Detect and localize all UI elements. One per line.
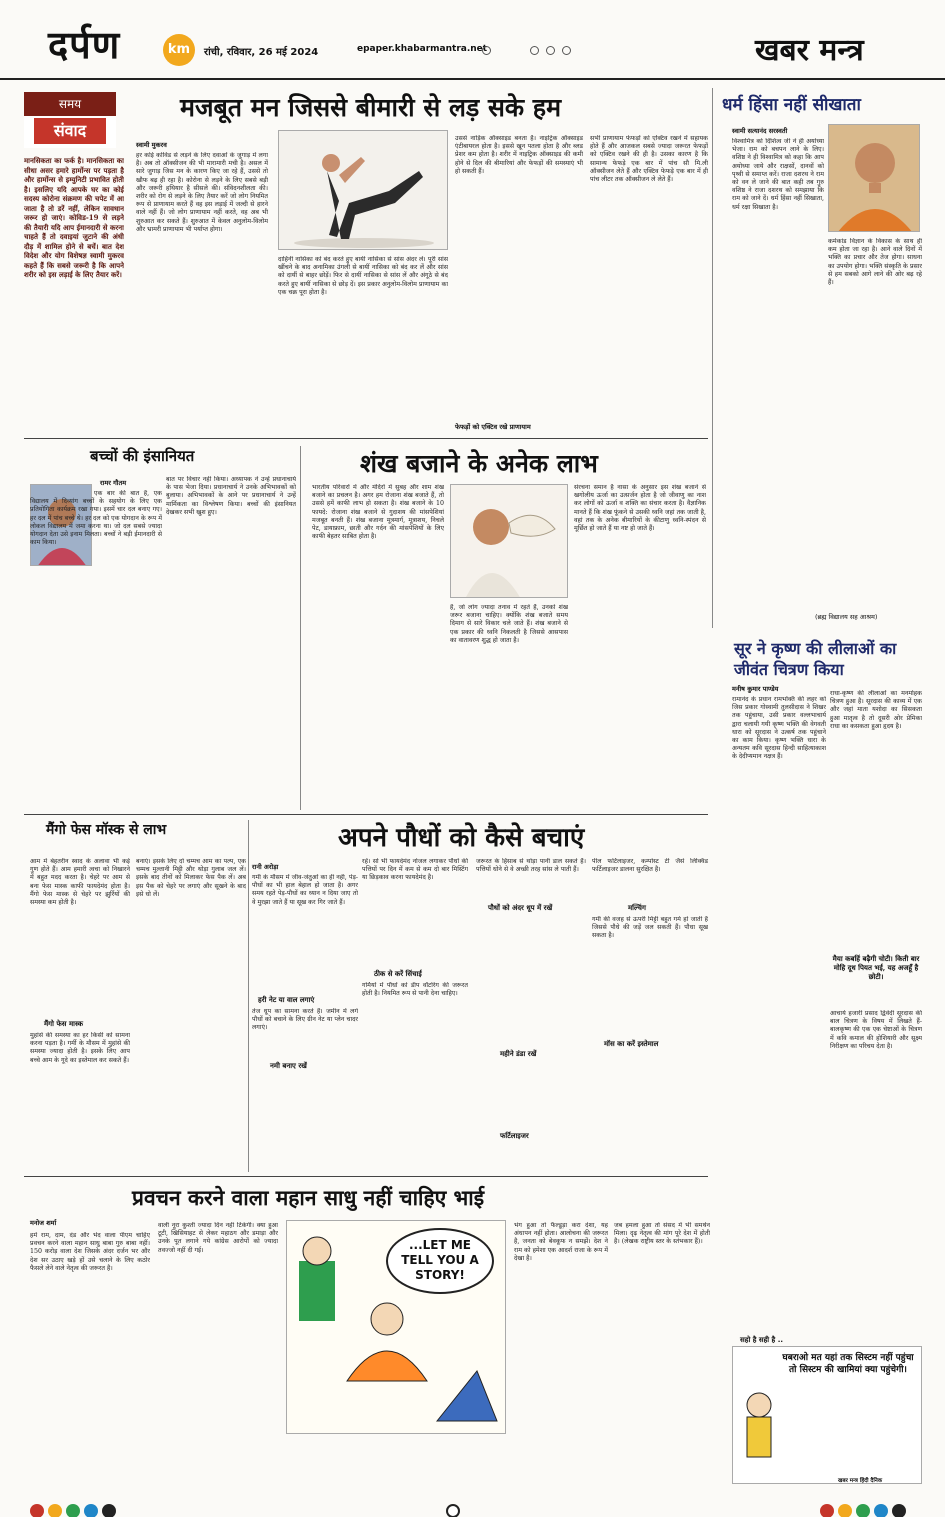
twitter-icon: [546, 46, 555, 55]
thought-text: घबराओ मत यहां तक सिस्टम नहीं पहुंचा तो सिस्टम की खामियां क्या पहुंचेगी।: [782, 1353, 914, 1375]
plants-col-1b: तेज धूप का सामना करते हैं। जमीन में लगे पौधों को बचाने के लिए ग्रीन नेट या प्लेन चादर लगाएं।: [252, 1008, 358, 1032]
column-divider: [712, 88, 713, 628]
youtube-icon: [562, 46, 571, 55]
main-photo-caption: फेफड़ों को एक्टिव रखे प्राणायाम: [455, 423, 531, 431]
mango-col-1: आम में बेहतरीन स्वाद के अलावा भी कई गुण होते हैं। आम हमारी त्वचा को निखारने में बहुत मदद करता है। चेहरे पर आम से बना फेस मास्क काफी फायदेमंद होता है। मैंगो फेस मास्क से चेहरे पर झुर्रियों की समस्या कम होती है।: [30, 858, 130, 907]
color-dot: [84, 1504, 98, 1517]
section-divider: [24, 1176, 708, 1177]
plants-col-4: पील फर्टिलाइजर, कम्पोस्ट टी जैसे लिक्विड फर्टिलाइजर डालना सुरक्षित है।: [592, 858, 708, 874]
sadhu-headline: प्रवचन करने वाला महान साधु नहीं चाहिए भाई: [132, 1185, 485, 1210]
color-dot: [102, 1504, 116, 1517]
column-divider: [300, 446, 301, 810]
shankh-col-1: भारतीय परिवारों में और मंदिरों में सुबह और शाम शंख बजाने का प्रचलन है। अगर हम रोजाना शंख बजाते हैं, तो उससे हमें काफी लाभ हो सकता है। शंख बजाने के 10 फायदे: रोजाना शंख बजाने से गुदाशय की मांसपेशियां मजबूत बनती हैं। शंख बजाना मूत्रमार्ग, मूत्राशय, निचले पेट, डायाफ्राम, छाती और गर्दन की मांसपेशियों के लिए काफी बेहतर साबित होता है।: [312, 484, 444, 541]
kids-col-1: एक बार की बात है, एक विद्यालय में दिव्यांग बच्चों के सहयोग के लिए एक प्रतियोगिता कार्यक्रम रखा गया। इसमें चार दल बनाए गए। हर दल में पांच बच्चे थे। हर दल को एक योगदान के रूप में लोकल विद्यालय में जमा करना था। जो दल सबसे ज्यादा योगदान देता उसे इनाम मिलता। बच्चों ने बड़ी ईमानदारी से काम किया।: [30, 490, 162, 547]
surdas-col-1: रामानंद के प्रधान रामभक्ति की लहर को जिस प्रकार गोस्वामी तुलसीदास ने शिखर तक पहुंचाया, उसी प्रकार वल्लभाचार्य द्वारा चलायी गयी कृष्ण भक्ति की वेगवती धारा को सूरदास ने उत्कर्ष तक पहुंचाने का काम किया। कृष्ण भक्ति धारा के अन्यतम कवि सूरदास हिन्दी साहित्याकाश के देदीप्यमान नक्षत्र हैं।: [732, 696, 826, 761]
side-headline-dharm: धर्म हिंसा नहीं सीखाता: [722, 95, 861, 115]
color-dot: [48, 1504, 62, 1517]
shankh-col-2: है, जो लोग ज्यादा तनाव में रहते हैं, उनको शंख जरूर बजाना चाहिए। क्योंकि शंख बजाते समय दिमाग से सारे विकार चले जाते हैं। शंख बजाने से एक प्रकार की ध्वनि निकलती है जिससे आसपास का वातावरण शुद्ध हो जाता है।: [450, 604, 568, 644]
section-tag-bottom: संवाद: [34, 118, 106, 144]
sadhu-col-2: वाली नूरा कुश्ती ज्यादा दिन नहीं टिकेगी। क्या हुआ टूटी, खिसियाहट से लेकर महाठग और डमाड़ा और उनके पूत लगाने गये कांग्रेस आरोपों को ज्यादा तवज्जो नहीं दी गई।: [158, 1222, 278, 1254]
plants-subhead-3: ठीक से करें सिंचाई: [374, 970, 422, 978]
surdas-quote: मैया कबहिं बढ़ैगी चोटी। किती बार मोहि दूध पियत भई, यह अजहूँ है छोटी।: [832, 954, 920, 981]
plants-col-2b: गर्मियों में पौधों को डीप वॉटरिंग की जरूरत होती है। नियमित रूप से पानी देना चाहिए।: [362, 982, 468, 998]
surdas-headline: सूर ने कृष्ण की लीलाओं का जीवंत चित्रण किया: [734, 639, 897, 679]
yoga-photo: [278, 130, 448, 250]
section-tag-top: समय: [24, 92, 116, 116]
surdas-col-2b: आचार्य हजारी प्रसाद द्विवेदी सूरदास की बाल चित्रण के विषय में लिखते हैं- बालकृष्ण की एक एक चेष्टाओं के चित्रण में कवि कमाल की होशियारी और सूक्ष्म निरीक्षण का परिचय देता है।: [830, 1010, 922, 1050]
main-headline: मजबूत मन जिससे बीमारी से लड़ सके हम: [180, 93, 562, 122]
mango-col-1b: मुहांसे की समस्या का हर किसी को सामना करना पड़ता है। गर्मी के मौसम में मुहांसे की समस्या ज्यादा होती है। इसके लिए आप बच्चे आम के गूदे का इस्तेमाल कर सकते हैं।: [30, 1032, 130, 1064]
color-dot: [838, 1504, 852, 1517]
color-dot: [856, 1504, 870, 1517]
side-byline-dharm: स्वामी सत्यानंद सरस्वती: [732, 127, 788, 135]
plants-subhead-2: नमी बनाए रखें: [270, 1062, 307, 1070]
surdas-byline: मनीष कुमार पाण्डेय: [732, 685, 779, 693]
color-dot: [820, 1504, 834, 1517]
section-divider: [24, 814, 708, 815]
plants-subhead-8: मॉस का करें इस्तेमाल: [604, 1040, 659, 1048]
mango-col-2: बनाएं। इसके लिए दो चम्मच आम का पल्प, एक चम्मच मुल्तानी मिट्टी और थोड़ा गुलाब जल लें। इसके बाद तीनों को मिलाकर फेस पैक लें। अब इस पैक को चेहरे पर लगाएं और सूखने के बाद इसे धो लें।: [136, 858, 246, 898]
column-divider: [248, 820, 249, 1172]
globe-icon: [482, 46, 491, 55]
color-dot: [66, 1504, 80, 1517]
plants-subhead-7: मल्चिंग: [628, 904, 646, 912]
plants-col-1: गर्मी के मौसम में जीव-जंतुओं का ही नहीं, पेड़-पौधों का भी हाल बेहाल हो जाता है। अगर समय रहते पेड़-पौधों का ध्यान न दिया जाए तो वे मुरझा जाते हैं या सूख कर गिर जाते हैं।: [252, 874, 358, 906]
plants-subhead-1: हरी नेट या वाल लगाएं: [258, 996, 315, 1004]
cartoon-speech-text: ...LET ME TELL YOU A STORY!: [401, 1238, 479, 1282]
color-dot: [30, 1504, 44, 1517]
side-dharm-footer: (ब्रह्म विद्यालय सह आश्रम): [815, 613, 878, 621]
side-col-dharm-1: विश्वामित्र को दिशित्व जी ने ही अयोध्या भेजा। राम को बचपन लाने के लिए। वशिष्ठ ने ही विश्वामित्र को कहा कि आप अयोध्या जाये और राक्षसों, दानवों को पृथ्वी से समाप्त करें। राजा दशरथ ने राम को वन ले जाने की बात कही तब गुरु वशिष्ठ ने राजा दशरथ को समझाया कि राम को जाने दें। धर्म हिंसा नहीं सिखाता, धर्म रक्षा सिखाता है।: [732, 138, 824, 211]
kids-headline: बच्चों की इंसानियत: [90, 447, 195, 465]
thought-label: सहो है सही है ..: [740, 1336, 784, 1344]
main-col-3: उससे नाड़िक ऑक्साइड बनता है। नाइट्रिक ऑक्साइड एंटीबायरल होता है। इससे खून पतला होता है और ब्लड प्रेशर कम होता है। शरीर में नाइट्रिक ऑक्साइड की कमी होने से दिल की बीमारियां और फेफड़ों की समस्याएं भी हो सकती हैं।: [455, 135, 583, 175]
sadhu-col-4: जब हमला हुआ तो संसद में भी समर्थन मिला। दृढ़ नेतृत्व की मांग पूरे देश में होती है। (लेखक राष्ट्रीय स्तर के स्तंभकार हैं)।: [614, 1222, 710, 1246]
main-byline: स्वामी मुकरव: [136, 141, 167, 149]
sadhu-byline: मनोज शर्मा: [30, 1219, 57, 1227]
main-col-1: हर कोई कोविड से लड़ने के लिए दवाओं के जुगाड़ में लगा है। अब तो ऑक्सीजन की भी मारामारी मची है। असल में सारे जुगाड़ जिस मन के कारण किए जा रहे हैं, उससे तो खौफ बढ़ ही रहा है। कोरोना से लड़ने के लिए सबसे बड़ी और जरूरी हथियार है सीसले की। संविदनशीलता की। शरीर को रोग से लड़ने के लिए तैयार करें जो लोग नियमित रूप से प्राणायाम करते हैं वह इस लड़ाई में जल्दी से हारने वाले नहीं हैं। जो लोग प्राणायाम नहीं करते, वह अब भी शुरुआत कर सकते हैं। शुरुआत में केवल अनुलोम-विलोम और भ्रामरी प्राणायाम भी पर्याप्त होगा।: [136, 152, 268, 233]
surdas-col-2: राधा-कृष्ण की लीलाओं का मनमोहक चित्रण हुआ है। सूरदास की काव्य में एक और जहां माता यशोदा का सिसकता हुआ मातृत्व है तो दूसरी ओर प्रेमिका राधा का कसकता हुआ हृदय है।: [830, 690, 922, 730]
plants-col-2: रहें। सो भी फायदेमंद नोजल लगाकर पौधों की पत्तियों पर दिन में कम से कम दो बार मिस्टिंग या छिड़काव करना फायदेमंद है।: [362, 858, 468, 882]
shankh-photo: [450, 484, 568, 598]
thought-credit: खबर मन्त्र हिंदी दैनिक: [838, 1478, 883, 1484]
registration-mark-icon: [446, 1504, 460, 1517]
plants-col-3: जरूरत के हिसाब से थोड़ा पानी डाल सकते हैं। पत्तियों धोने से वे अच्छी तरह सांस ले पाती हैं।: [476, 858, 586, 874]
swami-photo: [828, 124, 920, 232]
plants-headline: अपने पौधों को कैसे बचाएं: [338, 823, 585, 853]
side-col-dharm-2: कर्मकांड विज्ञान के विकास के साथ ही कम होता जा रहा है। आने वाले दिनों में भक्ति का प्रचार और तेज होगा। साधना का उपयोग होगा। भक्ति संस्कृति के प्रसार से हम सबको आगे लाने की ओर बढ़ रहे हैं।: [828, 238, 922, 287]
plants-subhead-4: पौधों को अंदर धूप में रखें: [488, 904, 553, 912]
sadhu-col-3: भंग हुआ तो फैल्डूड़ा करा देशा, यह अंधापन नहीं होता। आलोचना की जरूरत है, जनता को बेवकूफ न समझें। देश ने राम को हमेशा एक आदर्श राजा के रूप में देखा है।: [514, 1222, 608, 1262]
plants-subhead-5: महीने डंडा रखें: [500, 1050, 537, 1058]
plants-subhead-6: फर्टिलाइजर: [500, 1132, 529, 1140]
facebook-icon: [530, 46, 539, 55]
kids-byline: रामर गौतम: [100, 479, 127, 487]
kids-col-2: बात पर विचार नहीं किया। अध्यापक ने उन्हें प्रधानाचार्य के पास भेजा दिया। प्रधानाचार्य ने उनके अभिभावकों को बुलाया। अभिभावकों के आने पर प्रधानाचार्य ने उन्हें मार्मिकता का विश्लेषण किया। बच्चों की इंसानियत देखकर सभी खुश हुए।: [166, 476, 296, 516]
sadhu-col-1: हमें राम, दाम, दंड और भेद वाला पीएम चाहिए प्रवचन करने वाला महान साधु बाबा गुरु बाबा नहीं। 150 करोड़ वाला देश जिसके अंदर दर्जन भर और देश सर उठाए खड़े हों उसे चलाने के लिए कठोर फैसले लेने वाले नेतृत्व की जरूरत है।: [30, 1232, 150, 1272]
epaper-link[interactable]: epaper.khabarmantra.net: [357, 44, 488, 54]
dateline: रांची, रविवार, 26 मई 2024: [204, 47, 319, 58]
intro-note: मानसिकता का फर्क है। मानसिकता का सीधा असर हमारे हार्मोन्स पर पड़ता है और हार्मोन्स से इम्युनिटी प्रभावित होती है। इसलिए यदि आपके घर का कोई सदस्य कोरोना संक्रमण की चपेट में आ जाता है तो डरें नहीं, लेकिन सावधान जरूर हो जाएं। कोविड-19 से लड़ने की तैयारी यदि आप ईमानदारी से करना चाहते हैं तो दवाइयां जुटाने की अंधी दौड़ में शामिल होने से बचें। बात देश विदेश और योग विशेषज्ञ स्वामी मुकरव कहते हैं कि सबसे जरूरी है कि आपने शरीर को इस लड़ाई के लिए तैयार करें।: [24, 156, 124, 279]
mango-subhead: मैंगो फेस मास्क: [44, 1020, 84, 1028]
shankh-col-3: संरचना समान है नासा के अनुसार इस शंख बजाने से खगोलीय ऊर्जा का उत्सर्जन होता है जो जीवाणु का नाश कर लोगों को ऊर्जा व शक्ति का संचार करता है। वैज्ञानिक मानते हैं कि शंख फूंकने से उसकी ध्वनि जहां तक जाती है, वहां तक के अनेक बीमारियों के कीटाणु ध्वनि-स्पंदन से मूर्छित हो जाते हैं या नष्ट हो जाते हैं।: [574, 484, 706, 533]
main-col-2: दाहिनी नासिका को बंद करते हुए बायीं नासिका से सांस अंदर लें। पूरी सांस खींचने के बाद अनामिका उंगली से बायीं नासिका को बंद कर लें और सांस को दायीं से बाहर छोड़ें। फिर से दायीं नासिका से सांस लें और अंगूठे से बंद करते हुए बायीं नासिका से छोड़ दें। इस प्रकार अनुलोम-विलोम प्राणायाम का एक चक्र पूरा होता है।: [278, 256, 448, 296]
brand-name: खबर मन्त्र: [755, 33, 864, 68]
masthead-title: दर्पण: [48, 22, 121, 67]
shankh-headline: शंख बजाने के अनेक लाभ: [360, 449, 598, 478]
section-divider: [24, 438, 708, 439]
color-dot: [892, 1504, 906, 1517]
brand-logo: km: [163, 34, 195, 66]
mango-headline: मैंगो फेस मॉस्क से लाभ: [46, 822, 167, 838]
plants-byline: रानी अरोड़ा: [252, 863, 279, 871]
color-dot: [874, 1504, 888, 1517]
main-col-4: सभी प्राणायाम फेफड़ों को एक्टिव रखने में सहायक होते हैं और आजकल सबसे ज्यादा जरूरत फेफड़ों को एक्टिव रखने की ही है। उसका कारण है कि सामान्य फेफड़े एक बार में पांच सौ मि.ली ऑक्सीजन लेते हैं और एक्टिव फेफड़े एक बार में ही पांच लीटर तक ऑक्सीजन ले लेते हैं।: [590, 135, 708, 184]
plants-col-4b: गर्मी की वजह से ऊपरी मिट्टी बहुत गर्म हो जाती है जिससे पौधे की जड़ें जल सकती हैं। पौधा सूख सकता है।: [592, 916, 708, 940]
